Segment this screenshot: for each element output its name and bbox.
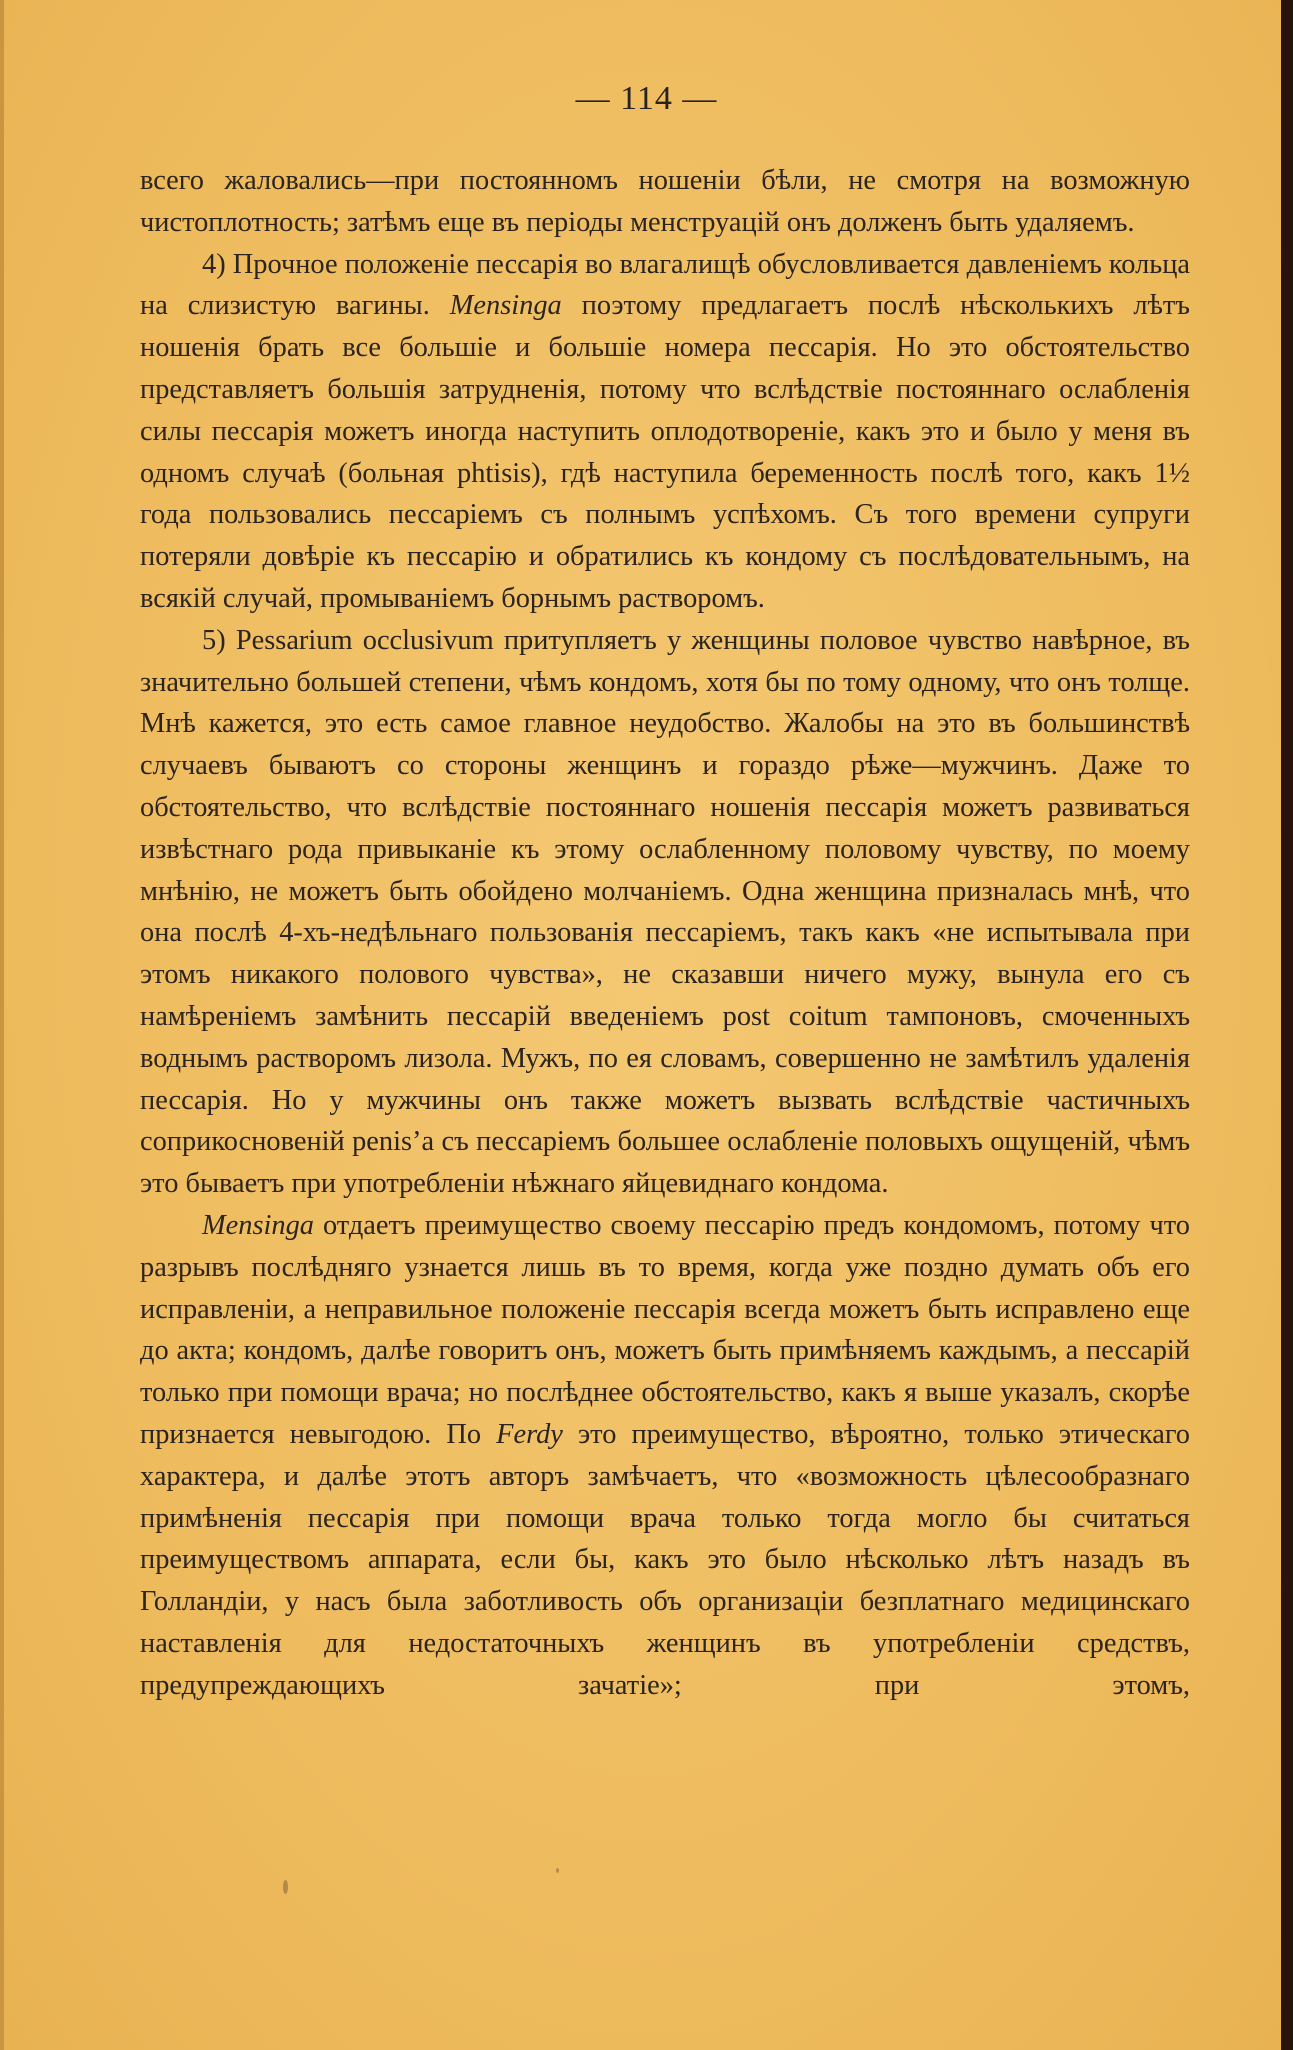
page-right-edge xyxy=(1281,0,1293,2050)
paper-speck xyxy=(556,1868,559,1873)
paper-speck xyxy=(283,1880,288,1894)
text-run: это преимущество, вѣроятно, только этическаго характера, и далѣе этотъ авторъ замѣчаетъ, что «возможность цѣлесообразнаго примѣненія пессарія при помощи врача только тогда могло бы считаться преимуществомъ аппарата, если бы, какъ это было нѣсколько лѣтъ назадъ въ Голландіи, у насъ была заботливость объ организаціи безплатнаго медицинскаго наставленія для недостаточныхъ женщинъ въ употребленіи средствъ, предупреждающихъ зачатіе»; при этомъ, xyxy=(140,1418,1191,1701)
text-run: отдаетъ преимущество своему пессарію предъ кондомомъ, потому что разрывъ послѣдняго узнается лишь въ то время, когда уже поздно думать объ его исправленіи, а неправильное положеніе пессарія всегда можетъ быть исправлено еще до акта; кондомъ, далѣе говоритъ онъ, можетъ быть примѣняемъ каждымъ, а пессарій только при помощи врача; но послѣднее обстоятельство, какъ я выше указалъ, скорѣе признается невыгодою. По xyxy=(140,1209,1190,1450)
page-left-edge xyxy=(0,0,4,2050)
author-name-mensinga: Mensinga xyxy=(449,290,562,322)
body-text xyxy=(140,160,1190,1706)
text-run: 5) Pessarium occlusivum притупляетъ у женщины половое чувство навѣрное, въ значительно большей степени, чѣмъ кондомъ, хотя бы по тому одному, что онъ толще. Мнѣ кажется, это есть самое главное неудобство. Жалобы на это въ большинствѣ случаевъ бываютъ со стороны женщинъ и гораздо рѣже—мужчинъ. Даже то обстоятельство, что вслѣдствіе постояннаго ношенія пессарія можетъ развиваться извѣстнаго рода привыканіе къ этому ослабленному половому чувству, по моему мнѣнію, не можетъ быть обойдено молчаніемъ. Одна женщина призналась мнѣ, что она послѣ 4-хъ-недѣльнаго пользованія пессаріемъ, такъ какъ «не испытывала при этомъ никакого полового чувства», не сказавши ничего мужу, вынула его съ намѣреніемъ замѣнить пессарій введеніемъ post coitum тампоновъ, смоченныхъ воднымъ растворомъ лизола. Мужъ, по ея словамъ, совершенно не замѣтилъ удаленія пессарія. Но у мужчины онъ также можетъ вызвать вслѣдствіе частичныхъ соприкосновеній penis’а съ пессаріемъ большее ослабленіе половыхъ ощущеній, чѣмъ это бываетъ при употребленіи нѣжнаго яйцевиднаго кондома. xyxy=(140,624,1190,1200)
text-run: 4) Прочное положеніе пессарія во влагалищѣ обусловливается давленіемъ кольца на слизистую вагины. xyxy=(140,248,1190,322)
paragraph-4 xyxy=(140,1205,1190,1707)
text-run: поэтому предлагаетъ послѣ нѣсколькихъ лѣтъ ношенія брать все большіе и большіе номера пессарія. Но это обстоятельство представляетъ большія затрудненія, потому что вслѣдствіе постояннаго ослабленія силы пессарія можетъ иногда наступить оплодотвореніе, какъ это и было у меня въ одномъ случаѣ (больная phtisis), гдѣ наступила беременность послѣ того, какъ 1½ года пользовались пессаріемъ съ полнымъ успѣхомъ. Съ того времени супруги потеряли довѣріе къ пессарію и обратились къ кондому съ послѣдовательнымъ, на всякій случай, промываніемъ борнымъ растворомъ. xyxy=(140,290,1190,614)
text-run: всего жаловались—при постоянномъ ношеніи бѣли, не смотря на возможную чистоплотность; затѣмъ еще въ періоды менструацій онъ долженъ быть удаляемъ. xyxy=(140,165,1190,238)
paragraph-3 xyxy=(140,620,1190,1205)
author-name-mensinga: Mensinga xyxy=(202,1209,314,1241)
author-name-ferdy: Ferdy xyxy=(496,1418,563,1450)
paragraph-2 xyxy=(140,244,1190,620)
paragraph-1 xyxy=(140,160,1190,244)
page-number: — 114 — xyxy=(575,80,718,117)
